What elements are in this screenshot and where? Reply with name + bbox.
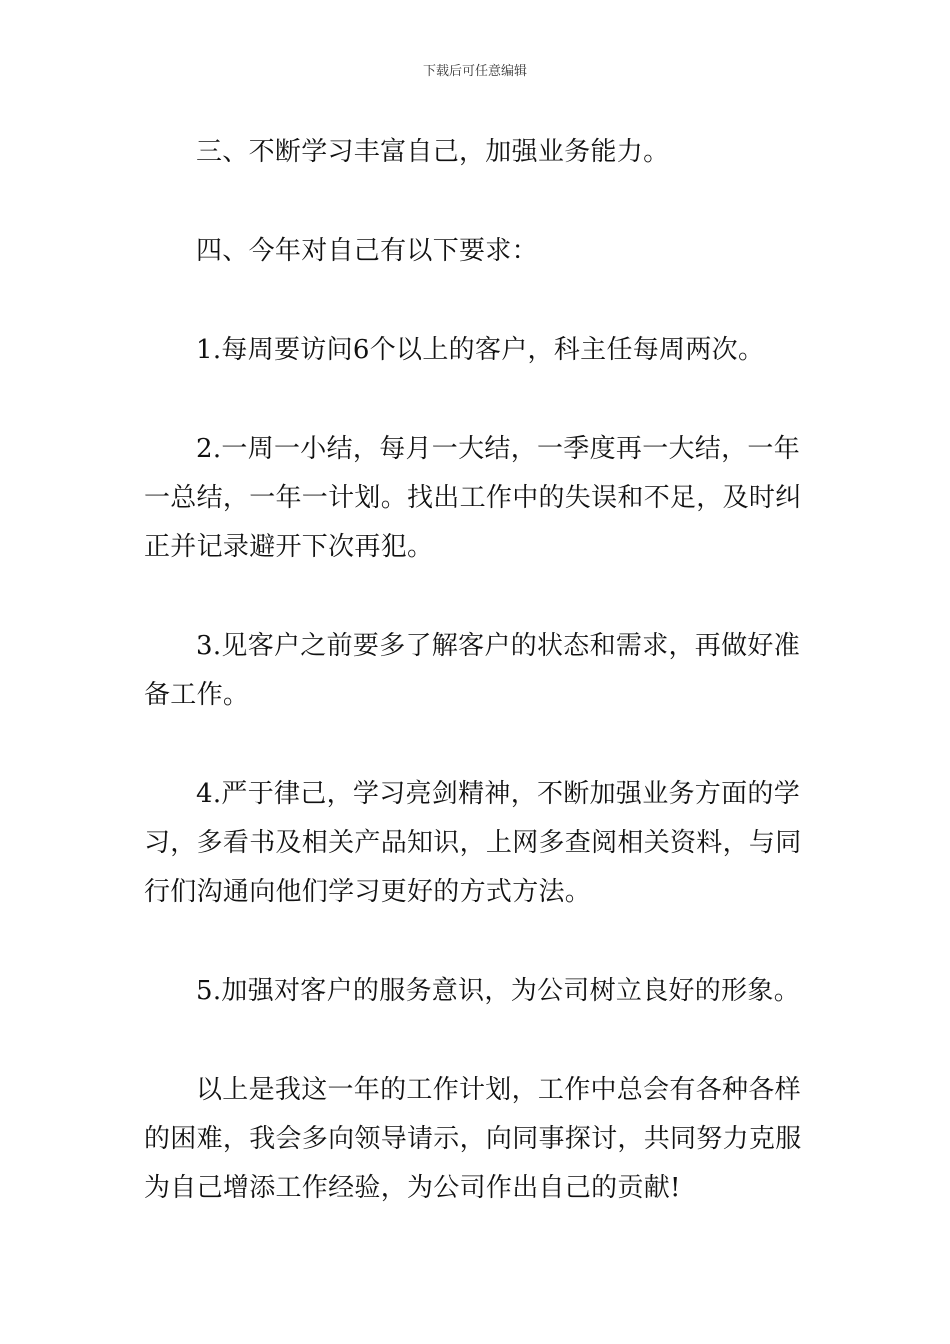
section-heading-3: 三、不断学习丰富自己，加强业务能力。 [196,137,670,167]
paragraph-spacer [144,720,810,770]
requirement-item-4: 4.严于律己，学习亮剑精神，不断加强业务方面的学习，多看书及相关产品知识，上网多查阅相关资料，与同行们沟通向他们学习更好的方式方法。 [144,779,802,907]
section-heading-4: 四、今年对自己有以下要求： [196,236,538,266]
page-header-note: 下载后可任意编辑 [422,64,527,79]
paragraph-spacer [144,1016,810,1066]
paragraph-spacer [144,375,810,425]
paragraph-spacer [144,917,810,967]
paragraph-spacer [144,572,810,622]
paragraph-spacer [144,177,810,227]
requirement-item-3: 3.见客户之前要多了解客户的状态和需求，再做好准备工作。 [144,631,801,710]
document-body [144,128,810,1213]
closing-paragraph: 以上是我这一年的工作计划，工作中总会有各种各样的困难，我会多向领导请示，向同事探讨，共同努力克服为自己增添工作经验，为公司作出自己的贡献! [144,1075,802,1203]
paragraph-spacer [144,276,810,326]
requirement-item-5: 5.加强对客户的服务意识，为公司树立良好的形象。 [196,976,801,1006]
requirement-item-2: 2.一周一小结，每月一大结，一季度再一大结，一年一总结，一年一计划。找出工作中的失误和不足，及时纠正并记录避开下次再犯。 [144,434,802,562]
requirement-item-1: 1.每周要访问6个以上的客户，科主任每周两次。 [196,335,765,365]
